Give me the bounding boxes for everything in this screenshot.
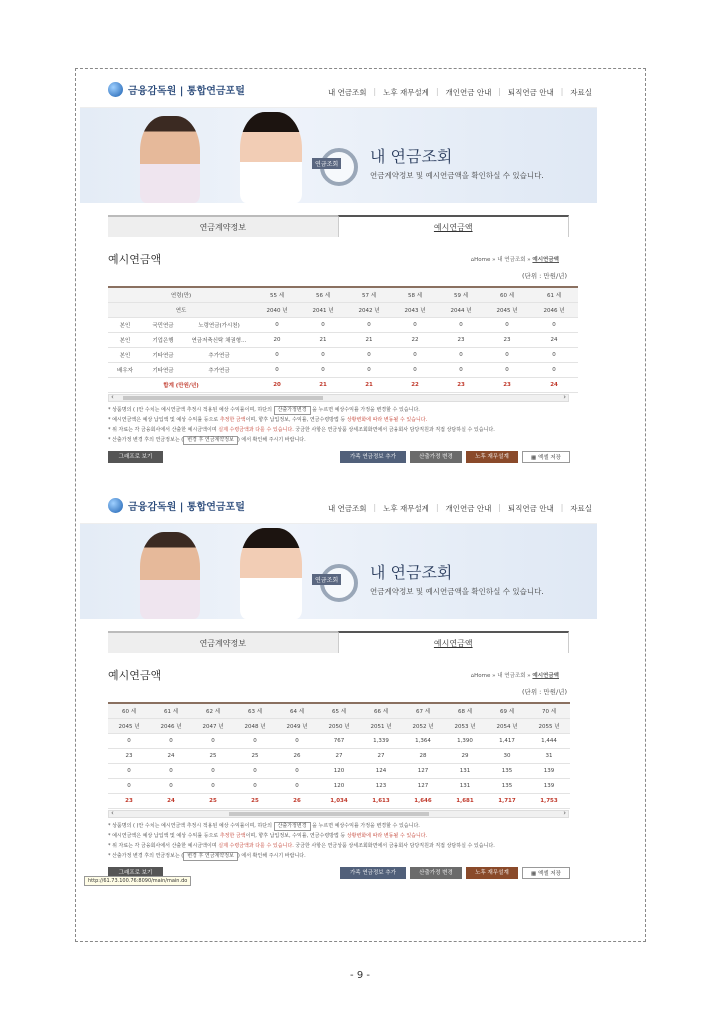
value-cell: 0 [392, 362, 438, 377]
table-row [108, 317, 578, 332]
screenshot-top [80, 72, 597, 482]
tab-bar [108, 631, 569, 653]
man-photo [140, 532, 200, 619]
age-cell: 61 세 [530, 287, 578, 302]
value-cell: 0 [300, 317, 346, 332]
value-cell: 29 [444, 748, 486, 763]
total-cell: 25 [234, 793, 276, 808]
add-family-pension-button[interactable]: 가족 연금정보 추가 [340, 867, 406, 879]
total-cell: 1,753 [528, 793, 570, 808]
value-cell: 0 [234, 733, 276, 748]
value-cell: 1,444 [528, 733, 570, 748]
value-cell: 0 [150, 778, 192, 793]
note-4: * 산출가정 변경 후의 연금정보는 ( 변경 후 연금계약정보 ) 에서 확인해 주시기 바랍니다. [108, 852, 306, 859]
nav-archive[interactable]: 자료실 [570, 504, 592, 513]
unit-label: (단위 : 만원/년) [522, 272, 567, 280]
value-cell: 23 [438, 332, 484, 347]
year-cell: 2046 년 [530, 302, 578, 317]
value-cell: 1,364 [402, 733, 444, 748]
excel-icon: ▦ [531, 870, 538, 877]
year-cell: 2043 년 [392, 302, 438, 317]
year-cell: 2041 년 [300, 302, 346, 317]
year-cell: 2050 년 [318, 718, 360, 733]
type-cell: 기업은행 [142, 332, 184, 347]
year-cell: 2051 년 [360, 718, 402, 733]
year-cell: 2046 년 [150, 718, 192, 733]
changed-contract-inline-button[interactable]: 변경 후 연금계약정보 [183, 852, 238, 861]
age-cell: 61 세 [150, 703, 192, 718]
change-assumption-button[interactable]: 산출가정 변경 [410, 867, 462, 879]
age-cell: 65 세 [318, 703, 360, 718]
table-row [108, 332, 578, 347]
total-cell: 21 [300, 377, 346, 392]
value-cell: 0 [108, 733, 150, 748]
total-cell: 22 [392, 377, 438, 392]
tab-estimated-pension[interactable]: 예시연금액 [338, 215, 570, 237]
value-cell: 0 [150, 763, 192, 778]
value-cell: 0 [234, 778, 276, 793]
banner-subtitle: 연금계약정보 및 예시연금액을 확인하실 수 있습니다. [370, 171, 544, 180]
nav-retirement-plan[interactable]: 노후 재무설계 [383, 504, 429, 513]
age-cell: 60 세 [484, 287, 530, 302]
banner-title: 내 연금조회 [370, 563, 453, 582]
total-cell: 23 [108, 793, 150, 808]
total-label: 합계 (만원/년) [108, 377, 254, 392]
value-cell: 0 [276, 763, 318, 778]
total-cell: 23 [484, 377, 530, 392]
value-cell: 20 [254, 332, 300, 347]
product-cell[interactable]: 추가연금 [184, 362, 254, 377]
retirement-design-button[interactable]: 노후 재무설계 [466, 867, 518, 879]
value-cell: 0 [234, 763, 276, 778]
age-cell: 66 세 [360, 703, 402, 718]
total-cell: 1,034 [318, 793, 360, 808]
value-cell: 0 [346, 317, 392, 332]
excel-save-button[interactable]: ▦ 엑셀 저장 [522, 451, 570, 463]
value-cell: 21 [300, 332, 346, 347]
value-cell: 0 [484, 347, 530, 362]
product-cell[interactable]: 노령연금(가시천) [184, 317, 254, 332]
owner-cell: 배우자 [108, 362, 142, 377]
type-cell: 기타연금 [142, 347, 184, 362]
value-cell: 120 [318, 763, 360, 778]
value-cell: 0 [438, 347, 484, 362]
value-cell: 24 [530, 332, 578, 347]
site-header [80, 488, 597, 524]
value-cell: 0 [108, 778, 150, 793]
value-cell: 135 [486, 763, 528, 778]
main-nav: 내 연금조회 | 노후 재무설계 | 개인연금 안내 | 퇴직연금 안내 | 자료실 [327, 503, 592, 513]
year-cell: 2042 년 [346, 302, 392, 317]
total-cell: 26 [276, 793, 318, 808]
value-cell: 28 [402, 748, 444, 763]
note-1: * 상품명의 ( )안 수치는 예시연금액 추정시 적용된 예상 수익률이며, 하단의 산출가정변경 을 누르면 예상수익률 가정을 변경할 수 있습니다. [108, 406, 420, 413]
main-nav: 내 연금조회 | 노후 재무설계 | 개인연금 안내 | 퇴직연금 안내 | 자료실 [327, 87, 592, 97]
pension-table-2 [108, 702, 570, 809]
table-row [108, 733, 570, 748]
year-header: 연도 [108, 302, 254, 317]
section-header [108, 661, 569, 687]
value-cell: 0 [530, 347, 578, 362]
change-assumption-button[interactable]: 산출가정 변경 [410, 451, 462, 463]
owner-cell: 본인 [108, 332, 142, 347]
product-cell[interactable]: 추가연금 [184, 347, 254, 362]
value-cell: 131 [444, 763, 486, 778]
note-4: * 산출가정 변경 후의 연금정보는 ( 변경 후 연금계약정보 ) 에서 확인해 주시기 바랍니다. [108, 436, 306, 443]
value-cell: 0 [192, 778, 234, 793]
magnifier-tag: 연금조회 [312, 158, 341, 169]
year-cell: 2055 년 [528, 718, 570, 733]
graph-view-button[interactable]: 그래프로 보기 [108, 867, 163, 879]
table-row [108, 763, 570, 778]
value-cell: 1,339 [360, 733, 402, 748]
value-cell: 0 [300, 347, 346, 362]
value-cell: 27 [360, 748, 402, 763]
total-cell: 20 [254, 377, 300, 392]
total-cell: 1,613 [360, 793, 402, 808]
value-cell: 0 [254, 317, 300, 332]
value-cell: 21 [346, 332, 392, 347]
note-3: * 위 자료는 각 금융회사에서 산출한 예시금액이며 실제 수령금액과 다를 수 있습니다. 궁금한 사항은 연금상품 상세조회화면에서 금융회사 담당직원과 직접 상담하실 수 있습니다. [108, 426, 495, 433]
nav-personal-pension[interactable]: 개인연금 안내 [445, 504, 492, 513]
page-title: 예시연금액 [108, 253, 162, 266]
value-cell: 1,390 [444, 733, 486, 748]
hero-banner [80, 524, 597, 619]
total-cell: 25 [192, 793, 234, 808]
pension-table-1 [108, 286, 578, 393]
value-cell: 25 [234, 748, 276, 763]
value-cell: 120 [318, 778, 360, 793]
value-cell: 0 [530, 317, 578, 332]
nav-retirement-pension[interactable]: 퇴직연금 안내 [507, 88, 554, 97]
table-row [108, 362, 578, 377]
value-cell: 127 [402, 778, 444, 793]
age-cell: 60 세 [108, 703, 150, 718]
year-cell: 2045 년 [108, 718, 150, 733]
value-cell: 139 [528, 763, 570, 778]
total-cell: 21 [346, 377, 392, 392]
logo-globe-icon [108, 82, 123, 97]
year-cell: 2052 년 [402, 718, 444, 733]
year-cell: 2047 년 [192, 718, 234, 733]
nav-retirement-pension[interactable]: 퇴직연금 안내 [507, 504, 554, 513]
logo-globe-icon [108, 498, 123, 513]
tab-bar [108, 215, 569, 237]
value-cell: 0 [276, 778, 318, 793]
age-cell: 64 세 [276, 703, 318, 718]
tab-contract-info[interactable]: 연금계약정보 [108, 631, 338, 653]
value-cell: 23 [484, 332, 530, 347]
home-icon: ⌂ [470, 673, 475, 679]
year-cell: 2045 년 [484, 302, 530, 317]
value-cell: 23 [108, 748, 150, 763]
assumption-change-inline-button[interactable]: 산출가정변경 [274, 406, 311, 415]
add-family-pension-button[interactable]: 가족 연금정보 추가 [340, 451, 406, 463]
nav-my-pension[interactable]: 내 연금조회 [327, 88, 367, 97]
table-row [108, 347, 578, 362]
total-row [108, 793, 570, 808]
value-cell: 0 [346, 362, 392, 377]
scroll-left-icon[interactable]: ‹ [111, 392, 114, 401]
total-cell: 23 [438, 377, 484, 392]
value-cell: 123 [360, 778, 402, 793]
age-cell: 69 세 [486, 703, 528, 718]
banner-title: 내 연금조회 [370, 147, 453, 166]
value-cell: 131 [444, 778, 486, 793]
value-cell: 30 [486, 748, 528, 763]
page-number: - 9 - [350, 970, 370, 981]
value-cell: 0 [346, 347, 392, 362]
age-cell: 55 세 [254, 287, 300, 302]
product-cell[interactable]: 연금저축신탁 채권형… [184, 332, 254, 347]
value-cell: 24 [150, 748, 192, 763]
total-cell: 1,681 [444, 793, 486, 808]
button-row [108, 451, 569, 465]
retirement-design-button[interactable]: 노후 재무설계 [466, 451, 518, 463]
type-cell: 국민연금 [142, 317, 184, 332]
page-title: 예시연금액 [108, 669, 162, 682]
note-3: * 위 자료는 각 금융회사에서 산출한 예시금액이며 실제 수령금액과 다를 수 있습니다. 궁금한 사항은 연금상품 상세조회화면에서 금융회사 담당직원과 직접 상담하실 수 있습니다. [108, 842, 495, 849]
value-cell: 0 [530, 362, 578, 377]
year-cell: 2048 년 [234, 718, 276, 733]
value-cell: 0 [392, 347, 438, 362]
age-cell: 57 세 [346, 287, 392, 302]
value-cell: 0 [150, 733, 192, 748]
value-cell: 0 [108, 763, 150, 778]
note-2: * 예시연금액은 예상 납입액 및 예상 수익률 등으로 추정한 금액이며, 향후 납입정보, 수익률, 연금수령방법 등 상황변화에 따라 변동될 수 있습니다. [108, 832, 428, 839]
value-cell: 124 [360, 763, 402, 778]
value-cell: 0 [276, 733, 318, 748]
nav-my-pension[interactable]: 내 연금조회 [327, 504, 367, 513]
man-photo [140, 116, 200, 203]
value-cell: 767 [318, 733, 360, 748]
value-cell: 0 [392, 317, 438, 332]
note-2: * 예시연금액은 예상 납입액 및 예상 수익률 등으로 추정한 금액이며, 향후 납입정보, 수익률, 연금수령방법 등 상황변화에 따라 변동될 수 있습니다. [108, 416, 428, 423]
value-cell: 0 [484, 317, 530, 332]
value-cell: 0 [300, 362, 346, 377]
age-cell: 62 세 [192, 703, 234, 718]
assumption-change-inline-button[interactable]: 산출가정변경 [274, 822, 311, 831]
value-cell: 135 [486, 778, 528, 793]
value-cell: 27 [318, 748, 360, 763]
breadcrumb-current: 예시연금액 [532, 257, 559, 263]
logo-text: 금융감독원 | 통합연금포털 [128, 86, 245, 97]
breadcrumb-path[interactable]: Home » 내 연금조회 » [474, 257, 533, 263]
nav-retirement-plan[interactable]: 노후 재무설계 [383, 88, 429, 97]
age-cell: 56 세 [300, 287, 346, 302]
year-cell: 2053 년 [444, 718, 486, 733]
notes [108, 405, 569, 445]
owner-cell: 본인 [108, 317, 142, 332]
breadcrumb [471, 671, 559, 679]
magnifier-tag: 연금조회 [312, 574, 341, 585]
graph-view-button[interactable]: 그래프로 보기 [108, 451, 163, 463]
scroll-thumb[interactable] [123, 396, 323, 400]
changed-contract-inline-button[interactable]: 변경 후 연금계약정보 [183, 436, 238, 445]
total-cell: 1,646 [402, 793, 444, 808]
nav-personal-pension[interactable]: 개인연금 안내 [445, 88, 492, 97]
age-cell: 58 세 [392, 287, 438, 302]
home-icon: ⌂ [470, 257, 475, 263]
total-row [108, 377, 578, 392]
total-cell: 24 [150, 793, 192, 808]
tab-estimated-pension[interactable]: 예시연금액 [338, 631, 570, 653]
section-header [108, 245, 569, 271]
age-cell: 70 세 [528, 703, 570, 718]
value-cell: 1,417 [486, 733, 528, 748]
value-cell: 139 [528, 778, 570, 793]
site-logo[interactable] [108, 82, 245, 97]
value-cell: 0 [192, 733, 234, 748]
total-cell: 1,717 [486, 793, 528, 808]
age-header: 연령(만) [108, 287, 254, 302]
note-1: * 상품명의 ( )안 수치는 예시연금액 추정시 적용된 예상 수익률이며, 하단의 산출가정변경 을 누르면 예상수익률 가정을 변경할 수 있습니다. [108, 822, 420, 829]
excel-icon: ▦ [531, 454, 538, 461]
year-cell: 2054 년 [486, 718, 528, 733]
banner-subtitle: 연금계약정보 및 예시연금액을 확인하실 수 있습니다. [370, 587, 544, 596]
breadcrumb-current: 예시연금액 [532, 673, 559, 679]
scroll-right-icon[interactable]: › [563, 808, 566, 817]
scroll-left-icon[interactable]: ‹ [111, 808, 114, 817]
value-cell: 0 [254, 347, 300, 362]
scroll-thumb[interactable] [229, 812, 429, 816]
age-cell: 67 세 [402, 703, 444, 718]
owner-cell: 본인 [108, 347, 142, 362]
site-logo[interactable] [108, 498, 245, 513]
age-cell: 63 세 [234, 703, 276, 718]
nav-archive[interactable]: 자료실 [570, 88, 592, 97]
table-row [108, 748, 570, 763]
value-cell: 0 [254, 362, 300, 377]
url-tooltip: http://61.73.100.76:8090/main/main.do [84, 876, 191, 886]
tab-contract-info[interactable]: 연금계약정보 [108, 215, 338, 237]
total-cell: 24 [530, 377, 578, 392]
table-scrollbar[interactable] [108, 810, 569, 818]
screenshot-bottom [80, 488, 597, 935]
value-cell: 0 [438, 362, 484, 377]
value-cell: 127 [402, 763, 444, 778]
value-cell: 0 [438, 317, 484, 332]
scroll-right-icon[interactable]: › [563, 392, 566, 401]
logo-text: 금융감독원 | 통합연금포털 [128, 502, 245, 513]
site-header [80, 72, 597, 108]
year-cell: 2040 년 [254, 302, 300, 317]
unit-label: (단위 : 만원/년) [522, 688, 567, 696]
breadcrumb [471, 255, 559, 263]
age-cell: 59 세 [438, 287, 484, 302]
excel-save-button[interactable]: ▦ 엑셀 저장 [522, 867, 570, 879]
table-scrollbar[interactable] [108, 394, 569, 402]
value-cell: 22 [392, 332, 438, 347]
woman-photo [240, 528, 302, 619]
age-cell: 68 세 [444, 703, 486, 718]
notes [108, 821, 569, 861]
hero-banner [80, 108, 597, 203]
table-row [108, 778, 570, 793]
value-cell: 0 [484, 362, 530, 377]
breadcrumb-path[interactable]: Home » 내 연금조회 » [474, 673, 533, 679]
value-cell: 31 [528, 748, 570, 763]
type-cell: 기타연금 [142, 362, 184, 377]
year-cell: 2044 년 [438, 302, 484, 317]
woman-photo [240, 112, 302, 203]
value-cell: 25 [192, 748, 234, 763]
year-cell: 2049 년 [276, 718, 318, 733]
value-cell: 26 [276, 748, 318, 763]
value-cell: 0 [192, 763, 234, 778]
